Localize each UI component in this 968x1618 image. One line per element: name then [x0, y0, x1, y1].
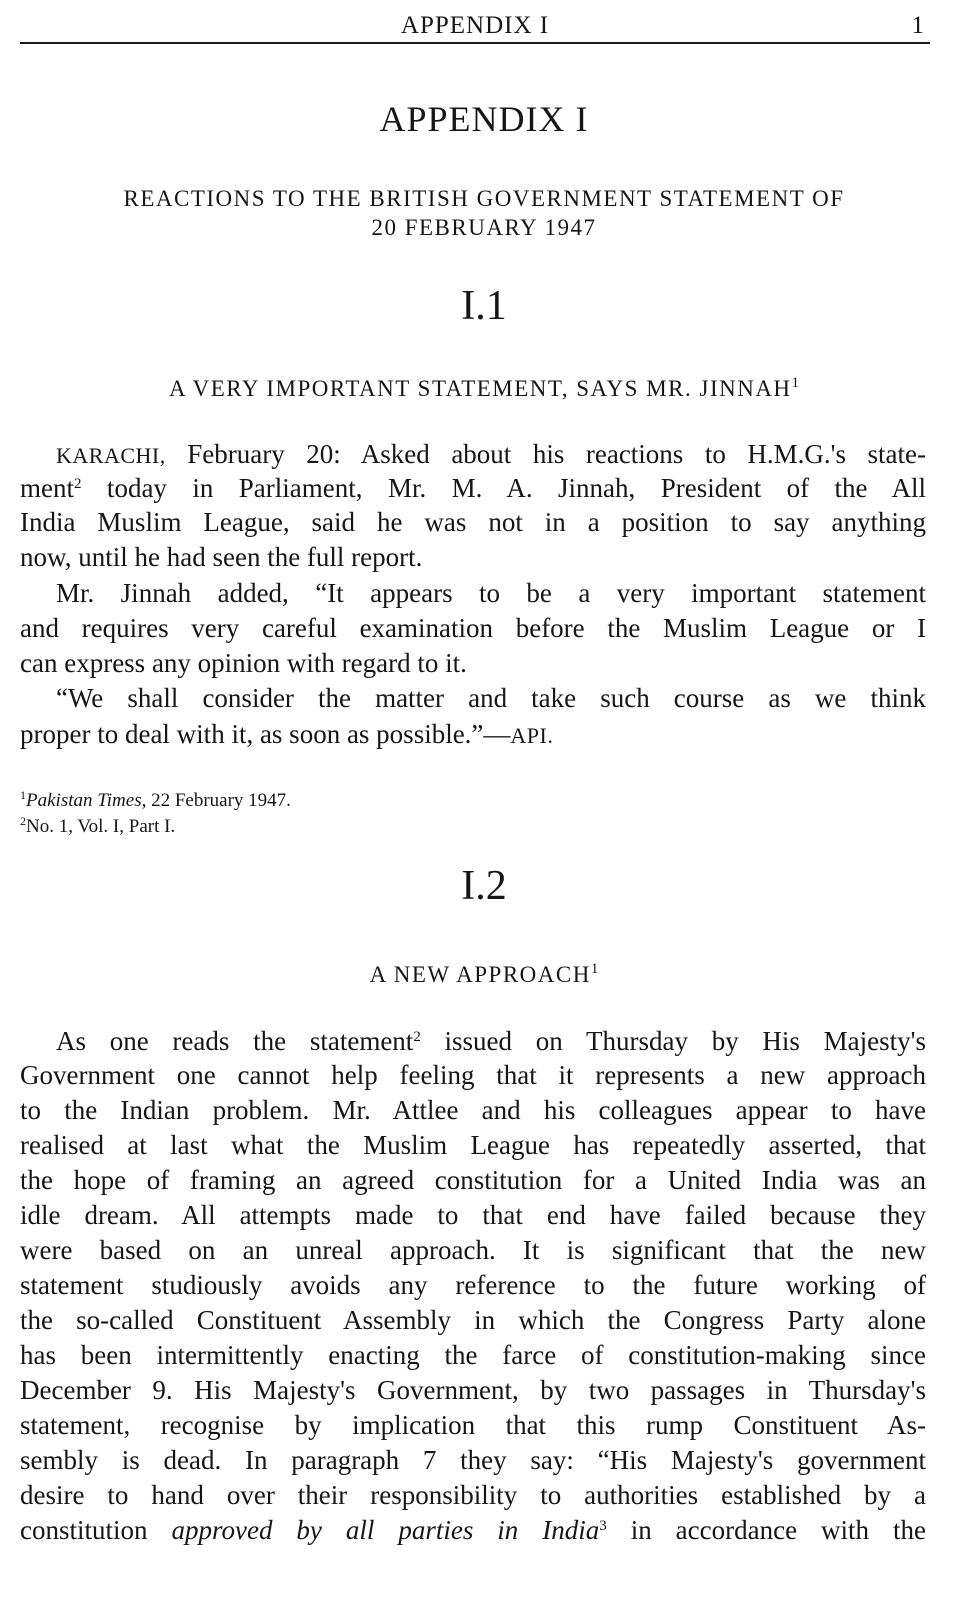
text-line: sembly is dead. In paragraph 7 they say: “His Majesty's government: [20, 1445, 926, 1475]
text-line: now, until he had seen the full report.: [20, 542, 423, 572]
text-line: realised at last what the Muslim League has repeatedly asserted, that: [20, 1130, 926, 1160]
text-span: constitution: [20, 1515, 172, 1545]
text-line: [56, 1023, 926, 1059]
text-line: desire to hand over their responsibility to authorities established by a: [20, 1480, 926, 1510]
subtitle-line-2: 20 FEBRUARY 1947: [371, 215, 597, 240]
section-1-heading-text: A VERY IMPORTANT STATEMENT, SAYS MR. JINNAH: [168, 376, 792, 401]
text-line: and requires very careful examination before the Muslim League or I: [20, 613, 926, 643]
footnote-1: [20, 789, 291, 813]
news-agency: API.: [510, 723, 554, 748]
text-line: the so-called Constituent Assembly in which the Congress Party alone: [20, 1305, 926, 1335]
footnote-source-title: Pakistan Times,: [26, 790, 147, 811]
text-line: “We shall consider the matter and take such course as we think: [56, 683, 926, 713]
text-line: idle dream. All attempts made to that end have failed because they: [20, 1200, 926, 1230]
section-2-heading: [0, 962, 968, 988]
text-line: has been intermittently enacting the farce of constitution-making since: [20, 1340, 926, 1370]
text-line: statement, recognise by implication that this rump Constituent As-: [20, 1410, 926, 1440]
text-span: 22 February 1947.: [146, 790, 291, 811]
running-head: [20, 8, 930, 44]
text-line: were based on an unreal approach. It is significant that the new: [20, 1235, 926, 1265]
emphasized-text: approved by all parties in India: [171, 1515, 600, 1545]
appendix-subtitle: [40, 184, 928, 242]
footnote-mark: 2: [20, 814, 26, 828]
dateline-place: KARACHI,: [56, 443, 166, 468]
text-line: [20, 716, 926, 752]
text-line: [20, 1512, 926, 1548]
text-line: [20, 470, 926, 506]
running-head-title: APPENDIX I: [400, 12, 550, 39]
text-span: No. 1, Vol. I, Part I.: [26, 816, 176, 837]
footnote-ref: 2: [413, 1029, 421, 1045]
text-span: issued on Thursday by His Majesty's: [420, 1026, 927, 1056]
text-line: can express any opinion with regard to it.: [20, 648, 467, 678]
text-line: statement studiously avoids any reference to the future working of: [20, 1270, 926, 1300]
footnote-ref: 1: [590, 961, 599, 977]
footnote-mark: 1: [20, 788, 26, 802]
text-span: As one reads the statement: [56, 1026, 414, 1056]
footnote-ref: 1: [791, 375, 800, 391]
text-line: to the Indian problem. Mr. Attlee and his colleagues appear to have: [20, 1095, 926, 1125]
text-line: [56, 436, 926, 472]
text-span: today in Parliament, Mr. M. A. Jinnah, President of the All: [81, 473, 926, 503]
appendix-title: APPENDIX I: [379, 99, 589, 139]
text-line: December 9. His Majesty's Government, by two passages in Thursday's: [20, 1375, 926, 1405]
section-2-heading-text: A NEW APPROACH: [369, 962, 591, 987]
text-line: the hope of framing an agreed constitution for a United India was an: [20, 1165, 926, 1195]
text-line: Government one cannot help feeling that it represents a new approach: [20, 1060, 926, 1090]
text-span: in accordance with the: [606, 1515, 926, 1545]
text-line: India Muslim League, said he was not in a position to say anything: [20, 507, 926, 537]
page-number: 1: [911, 12, 924, 39]
footnote-ref: 2: [74, 476, 82, 492]
footnote-2: [20, 815, 175, 839]
section-number-2: I.2: [461, 863, 507, 909]
section-number-1: I.1: [461, 283, 507, 329]
section-1-heading: [0, 376, 968, 402]
text-span: proper to deal with it, as soon as possible.”—: [20, 719, 511, 749]
footnote-ref: 3: [599, 1518, 607, 1534]
text-span: ment: [20, 473, 74, 503]
subtitle-line-1: REACTIONS TO THE BRITISH GOVERNMENT STATEMENT OF: [123, 186, 845, 211]
text-line: Mr. Jinnah added, “It appears to be a very important statement: [56, 578, 926, 608]
text-span: February 20: Asked about his reactions to H.M.G.'s state-: [165, 439, 926, 469]
